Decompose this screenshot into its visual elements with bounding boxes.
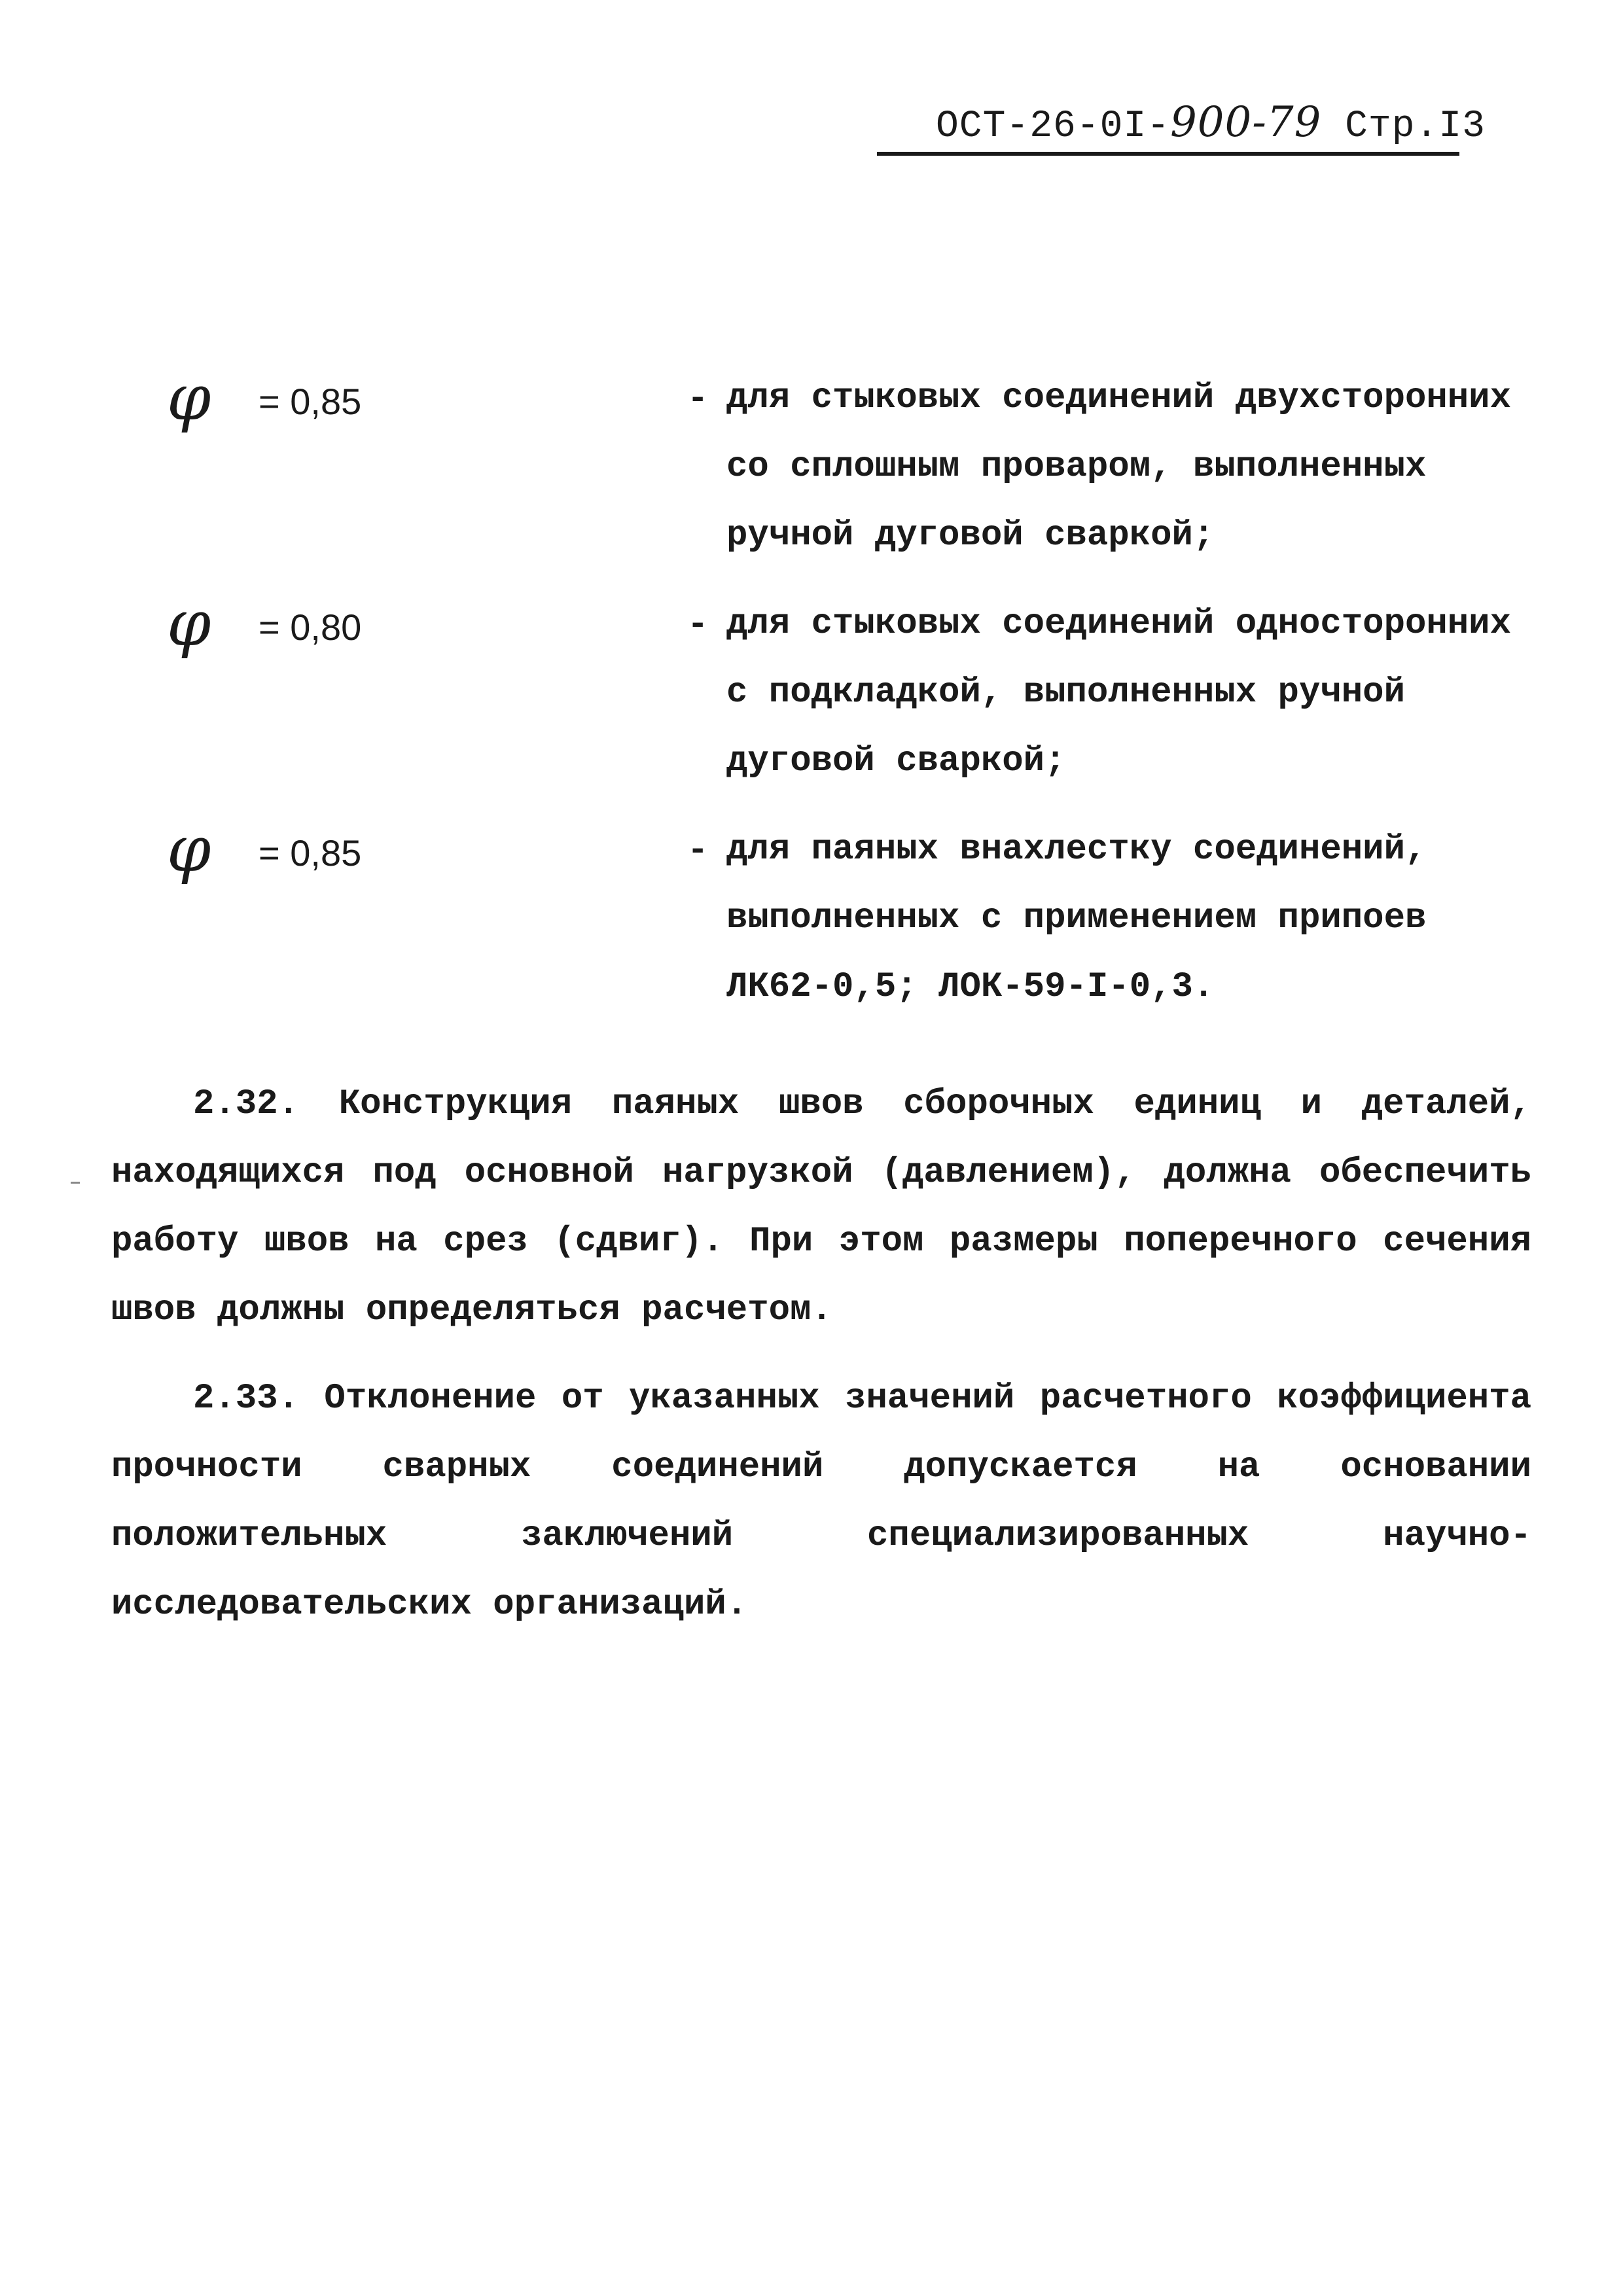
phi-symbol: φ (167, 361, 211, 434)
dash: - (687, 380, 709, 419)
paragraph-2-32: 2.32. Конструкция паяных швов сборочных единиц и деталей, находящихся под основной нагрузкой (давлением), должна обеспечить работу швов на срез (сдвиг). При этом размеры поперечного сечения швов должны определяться расчетом. (111, 1084, 1531, 1330)
standard-number-handwritten: 900-79 (1170, 98, 1322, 147)
phi-symbol: φ (167, 587, 211, 660)
header-underline (877, 152, 1459, 156)
dash: - (687, 831, 709, 871)
coefficient-value: = 0,80 (259, 607, 362, 648)
coefficient-description: для стыковых соединений двухсторонних со сплошным проваром, выполненных ручной дуговой сваркой; (726, 378, 1511, 556)
standard-code-prefix: ОСТ-26-0I- (936, 105, 1171, 148)
coefficient-description: для стыковых соединений односторонних с подкладкой, выполненных ручной дуговой сваркой; (726, 604, 1511, 781)
coefficient-description: для паяных внахлестку соединений, выполненных с применением припоев ЛК62-0,5; ЛОК-59-I-0,3. (726, 830, 1427, 1007)
document-header (936, 98, 1486, 148)
scan-mark (71, 1182, 80, 1184)
dash: - (687, 605, 709, 645)
coefficient-value: = 0,85 (259, 832, 362, 874)
paragraph-2-33: 2.33. Отклонение от указанных значений расчетного коэффициента прочности сварных соединений допускается на основании положительных заключений специализированных научно-исследовательских организаций. (111, 1379, 1531, 1625)
page-number: Стр.I3 (1345, 105, 1486, 148)
coefficient-value: = 0,85 (259, 381, 362, 422)
phi-symbol: φ (167, 813, 211, 886)
